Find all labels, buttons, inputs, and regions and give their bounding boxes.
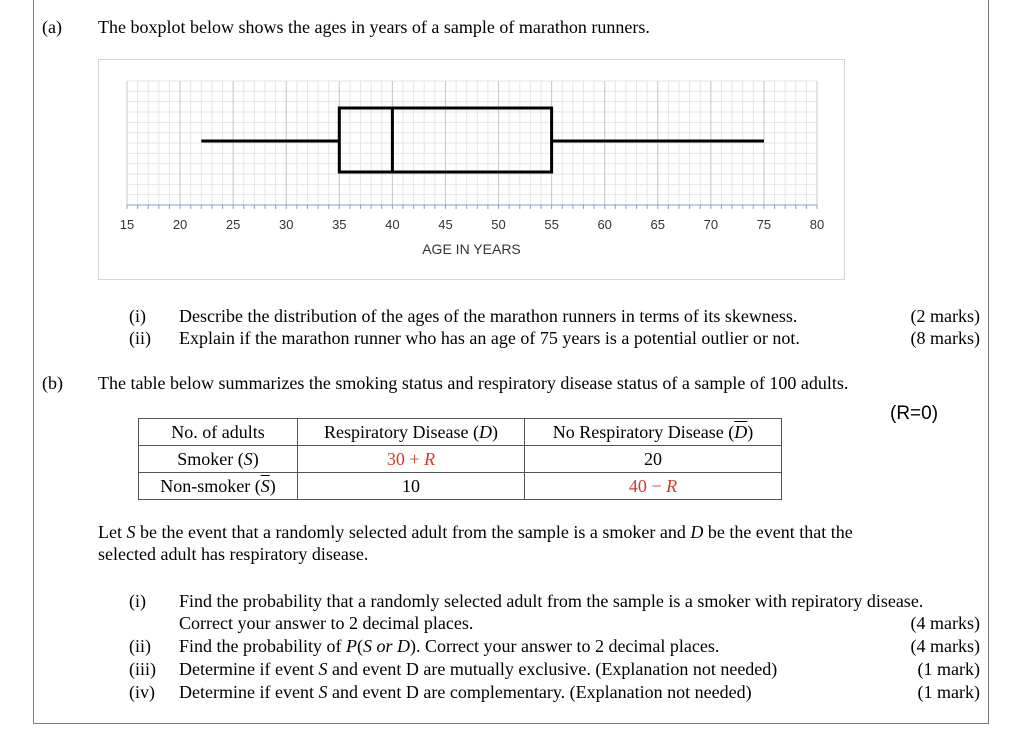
- x-tick-label: 65: [650, 217, 665, 232]
- table-header-row: [139, 419, 782, 446]
- a-q1-marks: (2 marks): [910, 306, 980, 326]
- b-q3-text: Determine if event S and event D are mutually exclusive. (Explanation not needed): [179, 659, 778, 679]
- a-q2-num: (ii): [129, 328, 151, 348]
- b-q1-line2: Correct your answer to 2 decimal places.: [179, 613, 474, 633]
- b-q4-marks: (1 mark): [917, 682, 980, 702]
- table-header-cell: No Respiratory Disease $(\overline{D})$: [525, 419, 782, 446]
- x-tick-label: 75: [756, 217, 772, 232]
- table-cell: 10: [298, 473, 525, 500]
- smoking-table: [138, 418, 782, 500]
- b-q1-line1: Find the probability that a randomly selected adult from the sample is a smoker with repiratory disease.: [179, 591, 924, 611]
- x-tick-label: 80: [809, 217, 825, 232]
- b-q2-text: Find the probability of P(S or D). Correct your answer to 2 decimal places.: [179, 636, 720, 656]
- a-q1-text: Describe the distribution of the ages of the marathon runners in terms of its skewness.: [179, 306, 798, 326]
- let-line-1: Let S be the event that a randomly selected adult from the sample is a smoker and D be the event that the: [98, 522, 853, 542]
- x-tick-label: 30: [278, 217, 294, 232]
- b-q2-marks: (4 marks): [910, 636, 980, 656]
- b-q1-num: (i): [129, 591, 146, 611]
- x-tick-label: 70: [703, 217, 719, 232]
- x-tick-label: 15: [119, 217, 135, 232]
- table-cell: Non-smoker $(\overline{S})$: [139, 473, 298, 500]
- b-q2-num: (ii): [129, 636, 151, 656]
- boxplot-chart-container: [98, 59, 845, 280]
- x-tick-label: 20: [172, 217, 188, 232]
- x-tick-label: 50: [491, 217, 506, 232]
- table-cell: Smoker (S): [139, 446, 298, 473]
- b-q1-marks: (4 marks): [910, 613, 980, 633]
- x-tick-label: 40: [385, 217, 400, 232]
- a-q2-marks: (8 marks): [910, 328, 980, 348]
- b-q3-marks: (1 mark): [917, 659, 980, 679]
- table-cell: 20: [525, 446, 782, 473]
- x-tick-label: 25: [225, 217, 241, 232]
- let-line-2: selected adult has respiratory disease.: [98, 544, 369, 564]
- b-q4-text: Determine if event S and event D are complementary. (Explanation not needed): [179, 682, 752, 702]
- part-b-intro: The table below summarizes the smoking status and respiratory disease status of a sample of 100 adults.: [98, 373, 849, 393]
- table-cell: 40 − R: [525, 473, 782, 500]
- b-q3-num: (iii): [129, 659, 156, 679]
- x-tick-label: 55: [544, 217, 559, 232]
- part-b-label: (b): [42, 373, 63, 393]
- b-q4-num: (iv): [129, 682, 155, 702]
- x-tick-label: 60: [597, 217, 612, 232]
- table-row: [139, 446, 782, 473]
- a-q1-num: (i): [129, 306, 146, 326]
- part-a-label: (a): [42, 17, 62, 37]
- x-axis-label: AGE IN YEARS: [422, 241, 521, 257]
- table-cell: 30 + R: [298, 446, 525, 473]
- x-tick-label: 45: [438, 217, 453, 232]
- part-a-intro: The boxplot below shows the ages in years of a sample of marathon runners.: [98, 17, 650, 37]
- table-row: [139, 473, 782, 500]
- a-q2-text: Explain if the marathon runner who has an age of 75 years is a potential outlier or not.: [179, 328, 800, 348]
- x-tick-label: 35: [332, 217, 347, 232]
- r-note: (R=0): [890, 403, 939, 424]
- table-header-cell: No. of adults: [139, 419, 298, 446]
- table-header-cell: Respiratory Disease (D): [298, 419, 525, 446]
